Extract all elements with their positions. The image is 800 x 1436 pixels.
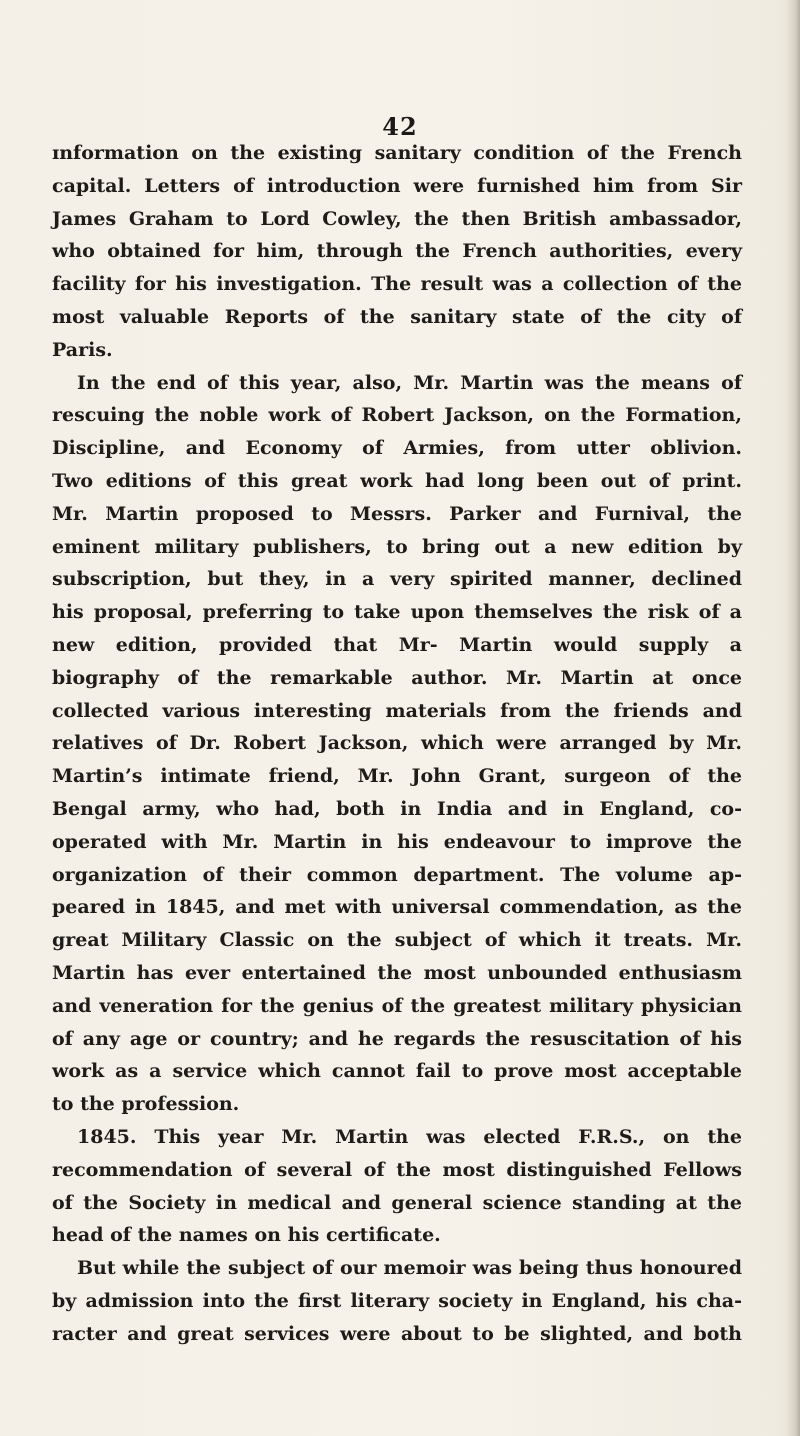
text-line: subscription, but they, in a very spirited manner, declined <box>52 568 742 591</box>
text-line: James Graham to Lord Cowley, the then British ambassador, <box>52 207 742 230</box>
text-line: collected various interesting materials from the friends and <box>52 699 742 722</box>
text-line: work as a service which cannot fail to prove most acceptable <box>52 1060 742 1083</box>
text-line: relatives of Dr. Robert Jackson, which were arranged by Mr. <box>52 732 742 755</box>
text-line: Mr. Martin proposed to Messrs. Parker and Furnival, the <box>52 502 742 525</box>
text-line: facility for his investigation. The result was a collection of the <box>52 273 742 296</box>
page-edge-shadow <box>786 0 800 1436</box>
text-line: his proposal, preferring to take upon themselves the risk of a <box>52 601 742 624</box>
text-line: biography of the remarkable author. Mr. Martin at once <box>52 666 742 689</box>
text-line: rescuing the noble work of Robert Jackson, on the Formation, <box>52 404 742 427</box>
text-line: most valuable Reports of the sanitary state of the city of <box>52 305 742 328</box>
text-line: Martin’s intimate friend, Mr. John Grant, surgeon of the <box>52 765 742 788</box>
paragraph <box>52 367 742 1121</box>
text-line: 1845. This year Mr. Martin was elected F.R.S., on the <box>77 1125 742 1148</box>
text-line: peared in 1845, and met with universal commendation, as the <box>52 896 742 919</box>
text-line: But while the subject of our memoir was being thus honoured <box>77 1257 742 1280</box>
text-line: Martin has ever entertained the most unbounded enthusiasm <box>52 961 742 984</box>
page-number: 42 <box>382 112 418 141</box>
text-line: head of the names on his certificate. <box>52 1224 441 1247</box>
text-line: of the Society in medical and general science standing at the <box>52 1191 742 1214</box>
text-line: eminent military publishers, to bring out a new edition by <box>52 535 742 558</box>
text-line: ɪnformation on the existing sanitary condition of the French <box>52 142 742 164</box>
body-text <box>52 137 742 1350</box>
text-line: capital. Letters of introduction were furnished him from Sir <box>52 174 742 197</box>
text-line: by admission into the first literary society in England, his cha- <box>52 1289 742 1312</box>
text-line: Discipline, and Economy of Armies, from utter oblivion. <box>52 437 742 460</box>
text-line: and veneration for the genius of the greatest military physician <box>52 994 742 1017</box>
text-line: Paris. <box>52 338 113 361</box>
text-line: of any age or country; and he regards the resuscitation of his <box>52 1027 742 1050</box>
text-line: to the profession. <box>52 1093 240 1116</box>
paragraph <box>52 1252 742 1350</box>
paragraph <box>52 137 742 367</box>
text-line: organization of their common department. The volume ap- <box>52 863 742 886</box>
text-line: great Military Classic on the subject of which it treats. Mr. <box>52 929 742 952</box>
text-line: operated with Mr. Martin in his endeavour to improve the <box>52 830 742 853</box>
text-line: new edition, provided that Mr- Martin would supply a <box>52 633 742 656</box>
text-line: Bengal army, who had, both in India and in England, co- <box>52 797 742 820</box>
text-line: racter and great services were about to be slighted, and both <box>52 1322 742 1345</box>
paragraph <box>52 1121 742 1252</box>
text-line: Two editions of this great work had long been out of print. <box>52 469 742 492</box>
text-line: In the end of this year, also, Mr. Martin was the means of <box>77 371 742 394</box>
text-line: who obtained for him, through the French authorities, every <box>52 240 742 263</box>
text-line: recommendation of several of the most distinguished Fellows <box>52 1158 742 1181</box>
